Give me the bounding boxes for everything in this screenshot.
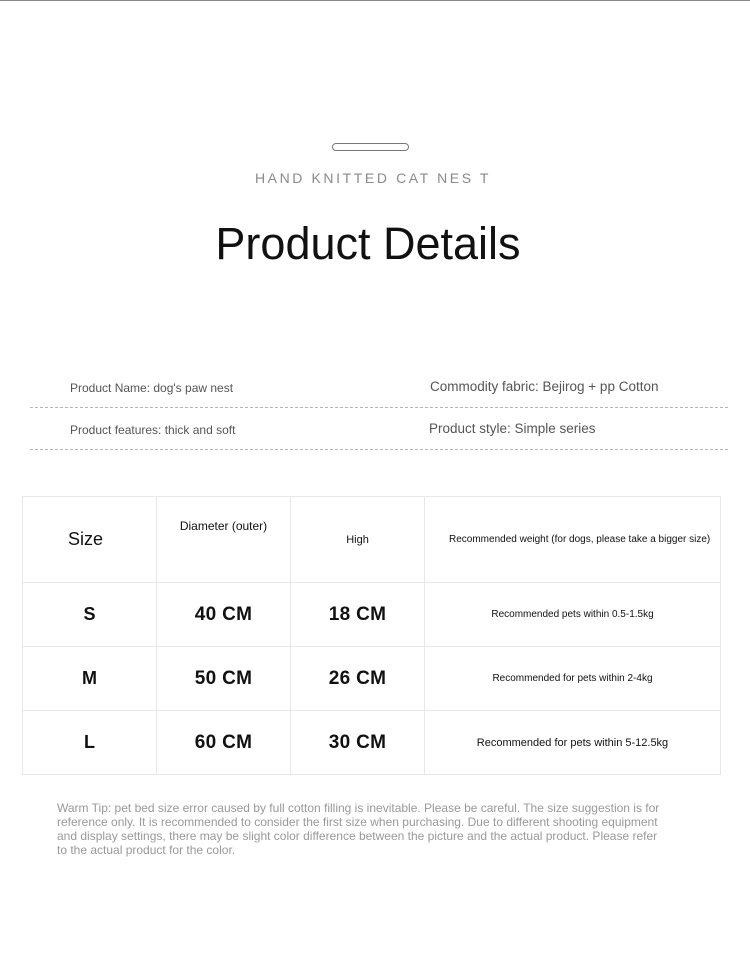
high-cell: 26 CM xyxy=(291,647,425,711)
product-features: Product features: thick and soft xyxy=(70,423,236,437)
commodity-fabric: Commodity fabric: Bejirog + pp Cotton xyxy=(430,379,659,394)
decorative-pill-icon xyxy=(332,143,409,151)
column-header-diameter: Diameter (outer) xyxy=(157,497,291,583)
top-divider xyxy=(0,0,750,1)
high-cell: 18 CM xyxy=(291,583,425,647)
table-row xyxy=(23,711,721,775)
table-row xyxy=(23,647,721,711)
dashed-divider xyxy=(30,449,728,450)
size-table xyxy=(22,496,721,775)
size-cell: S xyxy=(23,583,157,647)
table-header-row xyxy=(23,497,721,583)
size-cell: L xyxy=(23,711,157,775)
product-style: Product style: Simple series xyxy=(429,421,596,436)
product-name: Product Name: dog's paw nest xyxy=(70,381,234,395)
size-cell: M xyxy=(23,647,157,711)
table-row xyxy=(23,583,721,647)
diameter-cell: 60 CM xyxy=(157,711,291,775)
diameter-cell: 50 CM xyxy=(157,647,291,711)
column-header-size: Size xyxy=(23,497,157,583)
recommended-cell: Recommended pets within 0.5-1.5kg xyxy=(425,583,721,647)
section-subtitle: HAND KNITTED CAT NES T xyxy=(254,170,492,186)
dashed-divider xyxy=(30,407,728,408)
recommended-cell: Recommended for pets within 2-4kg xyxy=(425,647,721,711)
recommended-cell: Recommended for pets within 5-12.5kg xyxy=(425,711,721,775)
column-header-high: High xyxy=(291,497,425,583)
diameter-cell: 40 CM xyxy=(157,583,291,647)
warm-tip-text: Warm Tip: pet bed size error caused by full cotton filling is inevitable. Please be careful. The size suggestion is for reference only. It is recommended to consider the first size when purchasing. Due to different shooting equipment and display settings, there may be slight color difference between the picture and the actual product. Please refer to the actual product for the color. xyxy=(57,801,660,857)
column-header-recommended: Recommended weight (for dogs, please take a bigger size) xyxy=(425,497,721,583)
page-title: Product Details xyxy=(215,218,521,269)
high-cell: 30 CM xyxy=(291,711,425,775)
